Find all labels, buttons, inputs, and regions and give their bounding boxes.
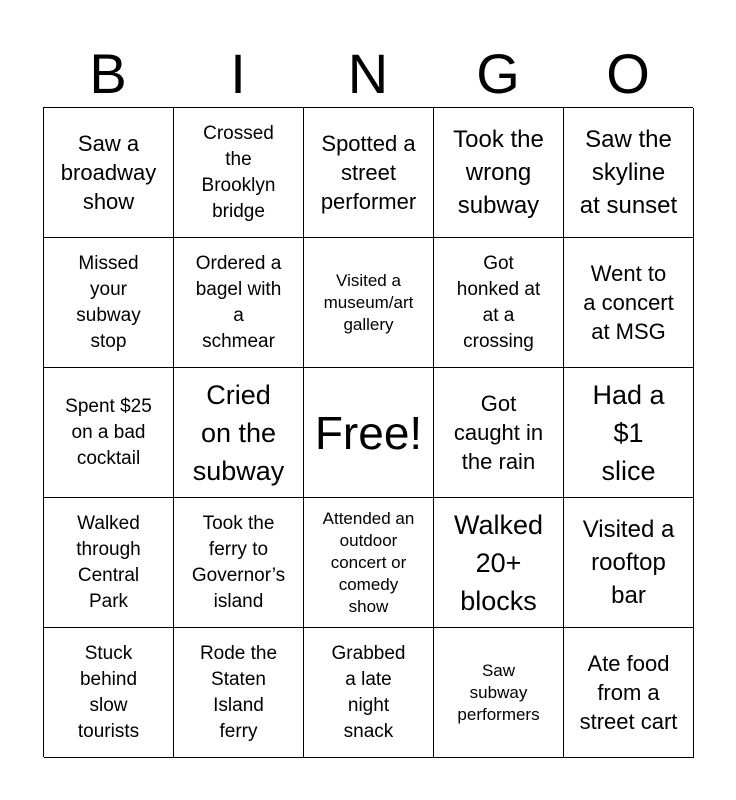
cell-text: Took the wrong subway [453,126,544,219]
bingo-cell[interactable] [304,628,434,758]
cell-text: Visited a rooftop bar [582,516,675,609]
header-letter-g: G [476,42,520,105]
bingo-header [43,40,693,108]
cell-text: Stuck behind slow tourists [77,642,140,742]
cell-text: Went to a concert at MSG [583,261,674,344]
header-letter-o: O [606,42,650,105]
bingo-cell[interactable] [174,108,304,238]
free-space-cell[interactable] [304,368,434,498]
cell-text: Cried on the subway [192,379,285,486]
bingo-cell[interactable] [174,498,304,628]
bingo-cell[interactable] [304,108,434,238]
bingo-cell[interactable] [564,238,694,368]
bingo-cell[interactable] [304,498,434,628]
bingo-cell[interactable] [564,108,694,238]
cell-text: Ate food from a street cart [579,651,678,734]
cell-text: Saw the skyline at sunset [579,126,678,219]
cell-text: Saw a broadway show [60,131,157,214]
bingo-cell[interactable] [564,628,694,758]
header-letter-b: B [89,42,127,105]
bingo-cell[interactable] [174,368,304,498]
bingo-board [43,107,693,757]
cell-text: Spotted a street performer [320,131,417,214]
free-space-text: Free! [314,406,423,459]
bingo-cell[interactable] [44,108,174,238]
cell-text: Spent $25 on a bad cocktail [65,395,152,469]
cell-text: Ordered a bagel with a schmear [195,252,282,352]
cell-text: Grabbed a late night snack [331,642,406,742]
cell-text: Had a $1 slice [592,379,665,486]
cell-text: Walked through Central Park [76,512,141,612]
cell-text: Attended an outdoor concert or comedy show [322,508,415,616]
bingo-cell[interactable] [434,368,564,498]
cell-text: Took the ferry to Governor’s island [191,512,286,612]
bingo-cell[interactable] [564,368,694,498]
header-letter-i: I [230,42,246,105]
cell-text: Walked 20+ blocks [453,509,544,616]
cell-text: Missed your subway stop [76,252,141,352]
bingo-cell[interactable] [564,498,694,628]
header-letter-n: N [347,42,389,105]
bingo-cell[interactable] [434,108,564,238]
bingo-cell[interactable] [44,368,174,498]
cell-text: Visited a museum/art gallery [323,270,414,334]
bingo-cell[interactable] [434,238,564,368]
cell-text: Crossed the Brooklyn bridge [201,122,276,222]
bingo-cell[interactable] [434,498,564,628]
cell-text: Rode the Staten Island ferry [199,642,278,742]
bingo-cell[interactable] [44,498,174,628]
cell-text: Got honked at at a crossing [456,252,541,352]
bingo-cell[interactable] [44,628,174,758]
bingo-cell[interactable] [44,238,174,368]
bingo-cell[interactable] [434,628,564,758]
bingo-cell[interactable] [174,238,304,368]
cell-text: Got caught in the rain [453,391,544,474]
cell-text: Saw subway performers [457,660,540,724]
bingo-cell[interactable] [174,628,304,758]
bingo-cell[interactable] [304,238,434,368]
